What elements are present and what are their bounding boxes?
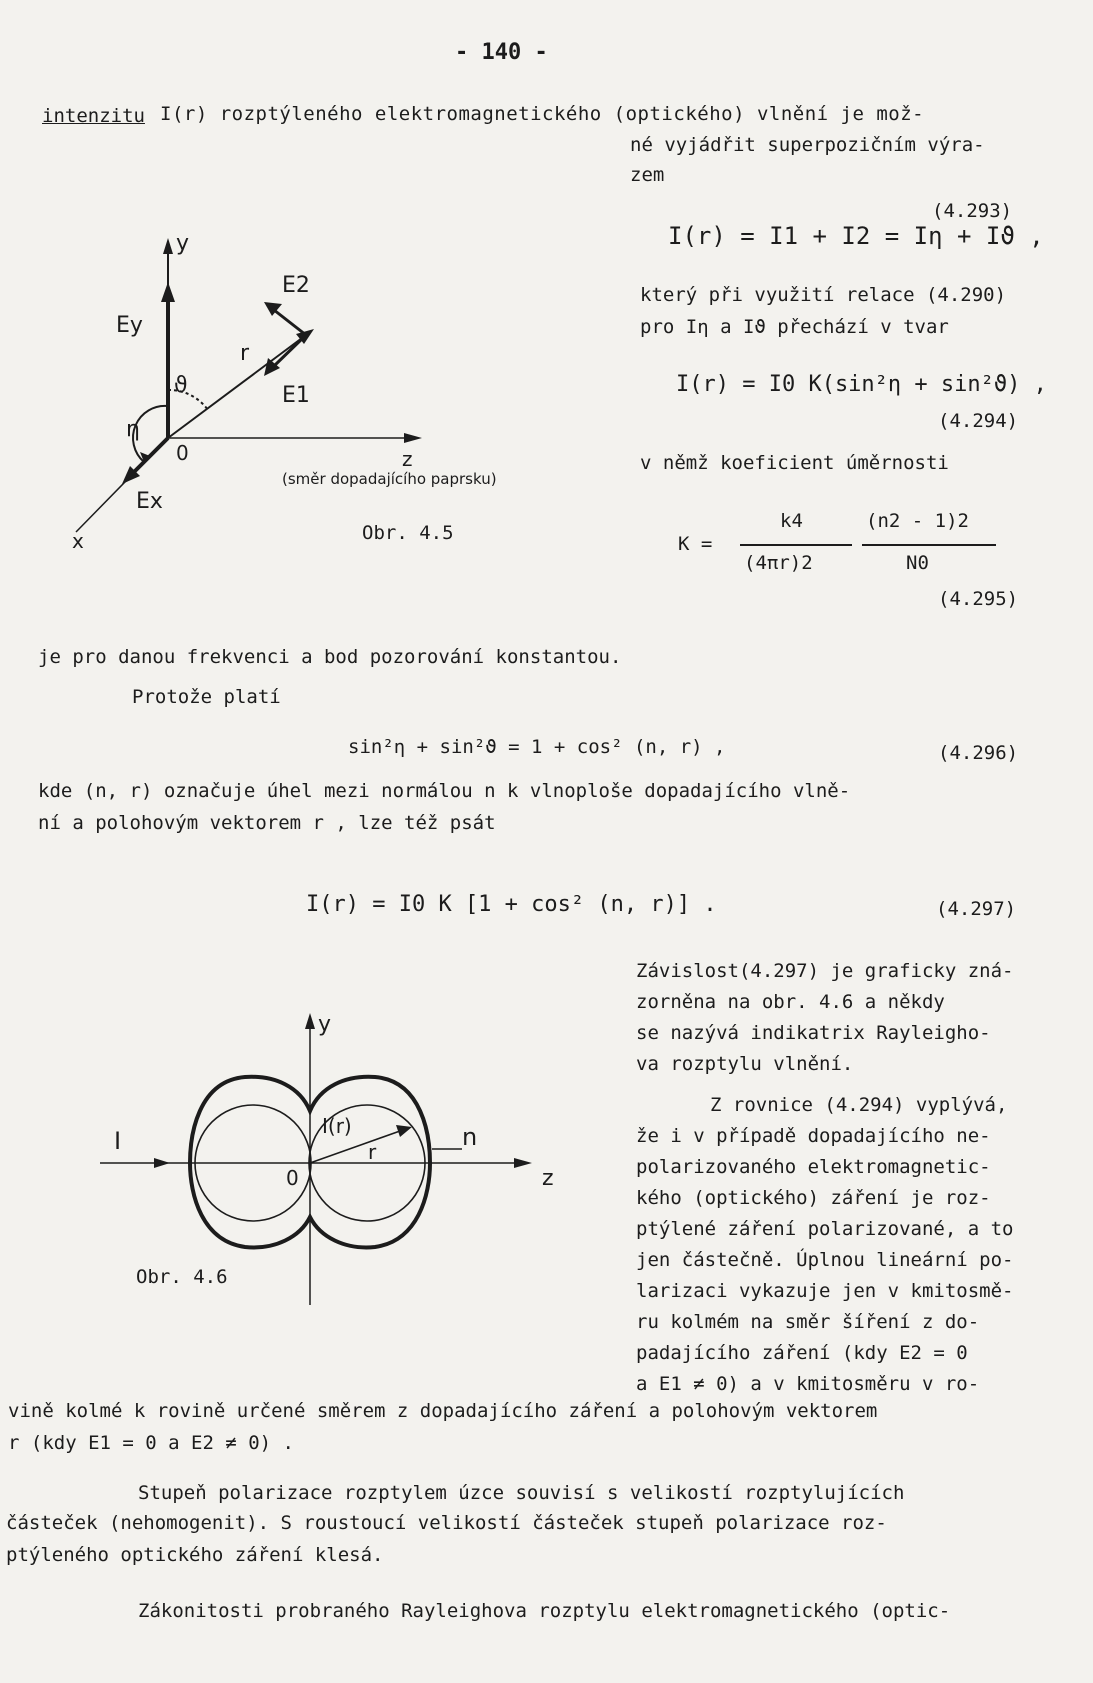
fig45-label-r: r [240, 341, 250, 366]
fig46-label-origin: 0 [286, 1166, 299, 1190]
eq-296-label: (4.296) [938, 742, 1019, 764]
para-stupen-line-2: částeček (nehomogenit). S roustoucí velikostí částeček stupeň polarizace roz- [6, 1512, 887, 1534]
fig45-label-eta: η [126, 417, 140, 442]
right-col-line: kého (optického) záření je roz- [636, 1187, 991, 1209]
eq-295-frac1-bar [740, 544, 852, 546]
page-number: - 140 - [455, 40, 548, 65]
para-last: Zákonitosti probraného Rayleighova rozptylu elektromagnetického (optic- [138, 1600, 951, 1622]
full-after-line-2: r (kdy E1 = 0 a E2 ≠ 0) . [8, 1432, 294, 1454]
eq-293-expr: I(r) = I1 + I2 = Iη + Iϑ , [668, 222, 1044, 250]
intro-line-1: I(r) rozptýleného elektromagnetického (optického) vlnění je mož- [160, 103, 925, 125]
intro-line-2: né vyjádřit superpozičním výra- [630, 134, 985, 156]
right-col-line: polarizovaného elektromagnetic- [636, 1156, 991, 1178]
fig45-z-arrow [404, 433, 422, 443]
fig45-label-ex: Ex [136, 489, 163, 514]
fig45-label-e2: E2 [282, 273, 310, 298]
text-koeficient: v němž koeficient úměrnosti [640, 452, 949, 474]
right-col-line: že i v případě dopadajícího ne- [636, 1125, 991, 1147]
fig45-label-y: y [176, 231, 190, 256]
fig46-label-ir: I(r) [322, 1114, 352, 1138]
eq-296-expr: sin²η + sin²ϑ = 1 + cos² (n, r) , [348, 736, 726, 758]
fig45-label-e1: E1 [282, 383, 310, 408]
right-col-line: va rozptylu vlnění. [636, 1053, 854, 1075]
right-col-line: jen částečně. Úplnou lineární po- [636, 1249, 1014, 1271]
eq-295-label: (4.295) [938, 588, 1019, 610]
right-col-line: a E1 ≠ 0) a v kmitosměru v ro- [636, 1373, 980, 1395]
eq-294-label: (4.294) [938, 410, 1019, 432]
intro-underlined-word: intenzitu [42, 105, 145, 127]
eq-295-frac2-den: N0 [906, 552, 929, 574]
kde-line-1: kde (n, r) označuje úhel mezi normálou n k vlnoploše dopadajícího vlně- [38, 780, 851, 802]
fig46-label-n: n [462, 1123, 478, 1151]
right-col-line: se nazývá indikatrix Rayleigho- [636, 1022, 991, 1044]
fig45-e1-vector [274, 335, 306, 366]
protoze-plati: Protože platí [132, 686, 281, 708]
eq-295-frac1-num: k4 [780, 510, 803, 532]
eq-294-expr: I(r) = I0 K(sin²η + sin²ϑ) , [676, 372, 1047, 397]
para-stupen-line-3: ptýleného optického záření klesá. [6, 1544, 384, 1566]
right-col-line: zorněna na obr. 4.6 a někdy [636, 991, 945, 1013]
right-col-line: Závislost(4.297) je graficky zná- [636, 960, 1014, 982]
right-col-line: Z rovnice (4.294) vyplývá, [710, 1094, 1008, 1116]
fig45-e2-vector [274, 310, 306, 335]
eq-293-label: (4.293) [932, 200, 1013, 222]
eq-295-frac2-bar [862, 544, 996, 546]
right-col-line: padajícího záření (kdy E2 = 0 [636, 1342, 968, 1364]
full-after-line-1: vině kolmé k rovině určené směrem z dopadajícího záření a polohovým vektorem [8, 1400, 878, 1422]
eq-295-frac2-num: (n2 - 1)2 [866, 510, 969, 532]
fig45-label-ey: Ey [116, 313, 143, 338]
figure-4-5 [60, 230, 640, 570]
fig45-caption: Obr. 4.5 [362, 522, 454, 544]
right-col-line: larizaci vykazuje jen v kmitosmě- [636, 1280, 1014, 1302]
right-col-line: ptýlené záření polarizované, a to [636, 1218, 1014, 1240]
eq-297-label: (4.297) [936, 898, 1017, 920]
para-stupen-line-1: Stupeň polarizace rozptylem úzce souvisí s velikostí rozptylujících [138, 1482, 905, 1504]
fig46-label-i: I [114, 1127, 122, 1155]
fig45-label-x: x [72, 529, 84, 553]
fig45-z-note: (směr dopadajícího paprsku) [282, 470, 497, 488]
right-col-line: ru kolmém na směr šíření z do- [636, 1311, 980, 1333]
right-col-2 [636, 1090, 1014, 1400]
eq-295-frac1-den: (4πr)2 [744, 552, 813, 574]
text-after-293-line2: pro Iη a Iϑ přechází v tvar [640, 316, 949, 338]
eq-295-lhs: K = [678, 533, 713, 555]
right-col-1 [636, 956, 1014, 1080]
fig45-label-theta: ϑ [174, 373, 188, 398]
text-after-293-line1: který při využití relace (4.290) [640, 284, 1007, 306]
intro-line-3: zem [630, 164, 665, 186]
para-constant: je pro danou frekvenci a bod pozorování konstantou. [38, 646, 622, 668]
eq-297-expr: I(r) = I0 K [1 + cos² (n, r)] . [306, 892, 717, 917]
fig46-label-y: y [318, 1012, 332, 1037]
fig46-label-r: r [368, 1140, 377, 1164]
fig45-label-z: z [402, 447, 413, 471]
fig45-label-origin: 0 [176, 441, 189, 465]
fig46-caption: Obr. 4.6 [136, 1266, 228, 1288]
fig46-label-z: z [542, 1166, 554, 1191]
kde-line-2: ní a polohovým vektorem r , lze též psát [38, 812, 496, 834]
fig45-y-arrow [163, 238, 173, 254]
